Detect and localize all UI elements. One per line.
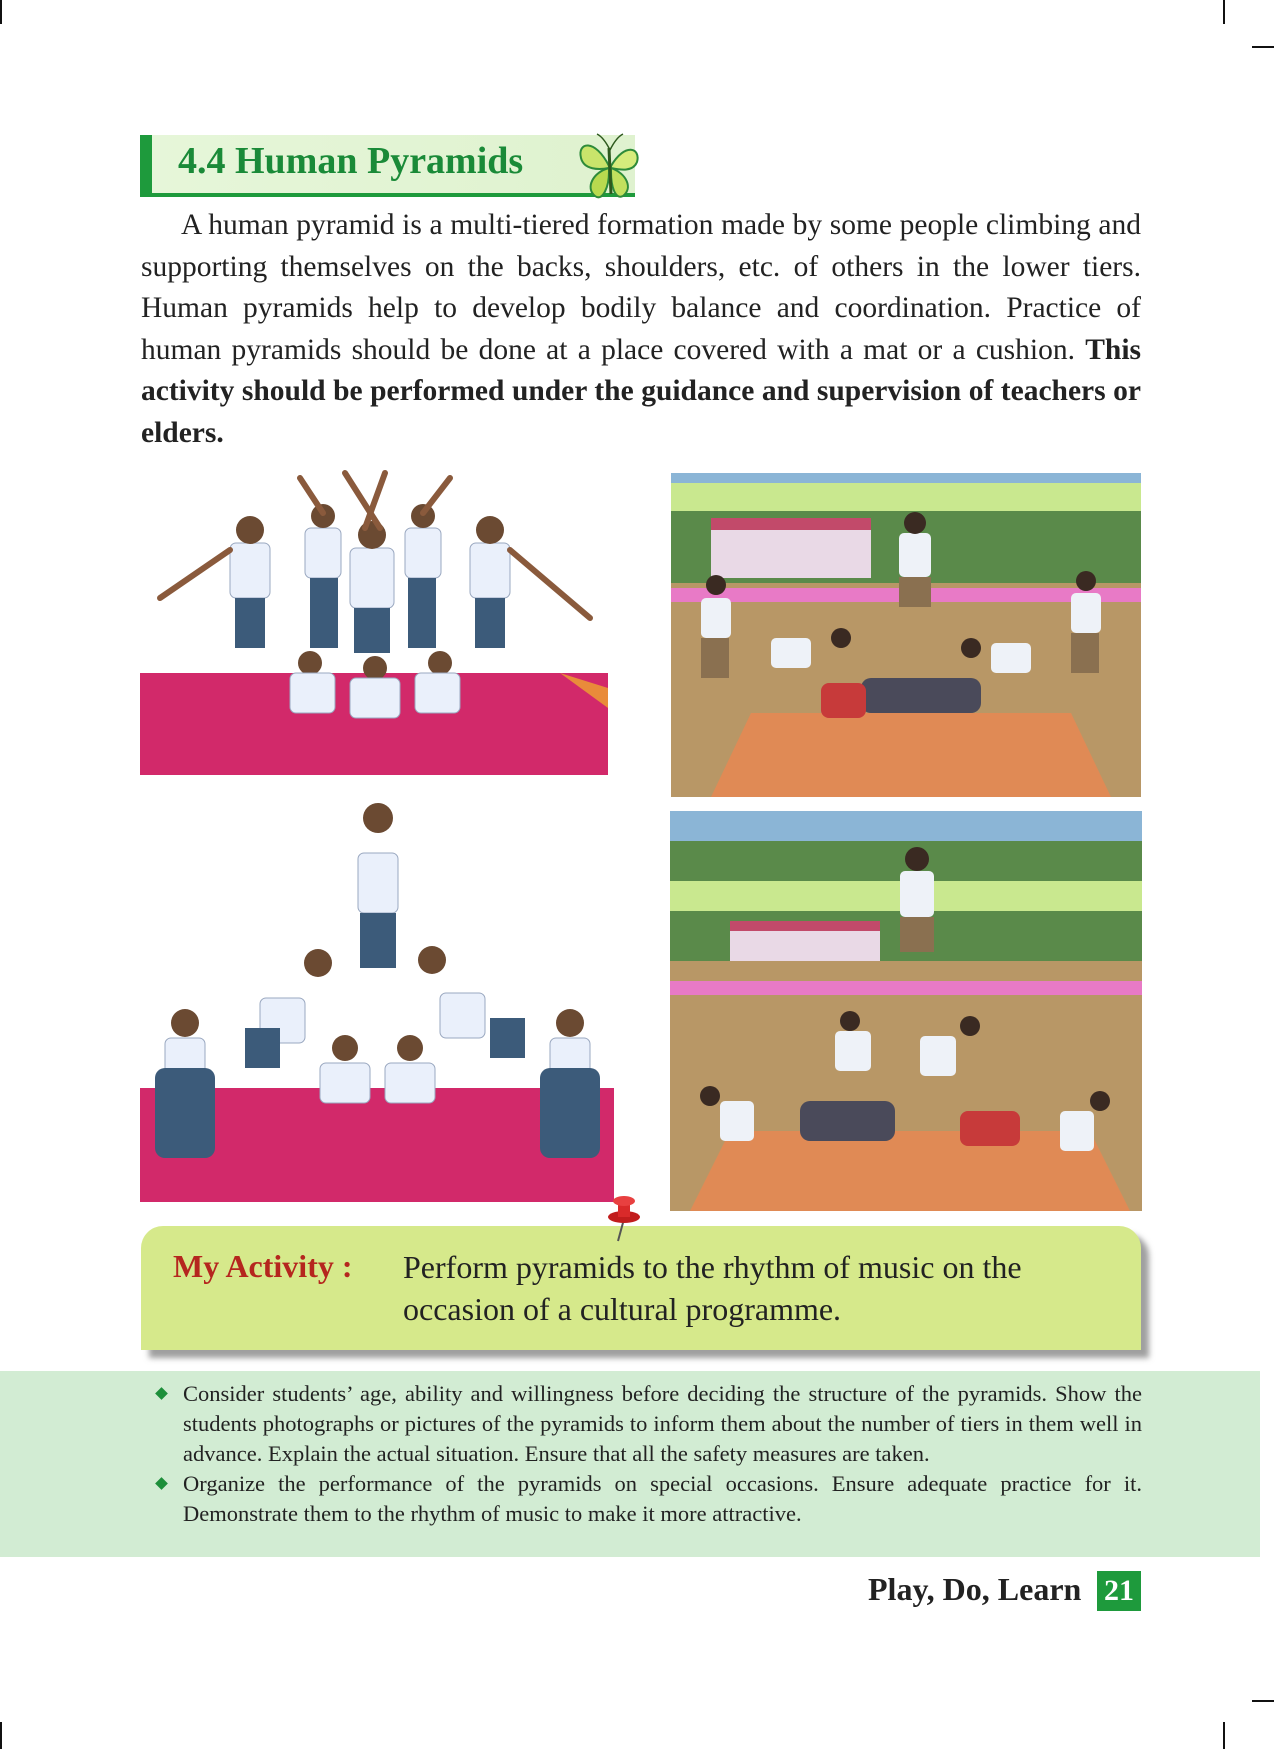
photo-pyramid-2	[671, 473, 1141, 797]
section-heading	[140, 135, 635, 197]
diamond-bullet-icon	[155, 1477, 168, 1490]
note-text: Consider students’ age, ability and willingness before deciding the structure of the pyramids. Show the students photographs or pictures of the pyramids to inform them about the number of tiers in them well in advance. Explain the actual situation. Ensure that all the safety measures are taken.	[183, 1381, 1142, 1466]
section-title: 4.4 Human Pyramids	[178, 140, 524, 182]
photo-pyramid-1	[140, 468, 608, 775]
teacher-notes	[0, 1371, 1260, 1557]
pushpin-icon	[604, 1193, 644, 1243]
crop-mark	[0, 1722, 2, 1749]
intro-bold-text: This activity should be performed under the guidance and supervision of teachers or elders.	[141, 333, 1141, 449]
activity-box	[141, 1226, 1141, 1350]
activity-text: Perform pyramids to the rhythm of music on the occasion of a cultural programme.	[403, 1249, 1022, 1327]
crop-mark	[1223, 0, 1225, 24]
diamond-bullet-icon	[155, 1387, 168, 1400]
note-text: Organize the performance of the pyramids on special occasions. Ensure adequate practice for it. Demonstrate them to the rhythm of music to make it more attractive.	[183, 1471, 1142, 1526]
activity-label: My Activity :	[173, 1248, 353, 1284]
photo-pyramid-4	[670, 811, 1142, 1211]
photo-pyramid-3	[140, 798, 614, 1202]
book-title: Play, Do, Learn	[868, 1571, 1082, 1607]
note-item	[150, 1469, 1142, 1529]
intro-text: A human pyramid is a multi-tiered formation made by some people climbing and supporting themselves on the backs, shoulders, etc. of others in the lower tiers. Human pyramids help to develop bodily balance and coordination. Practice of human pyramids should be done at a place covered with a mat or a cushion.	[141, 209, 1141, 366]
crop-mark	[0, 0, 2, 24]
crop-mark	[1223, 1722, 1225, 1749]
crop-mark	[1252, 1700, 1274, 1702]
note-item	[150, 1379, 1142, 1469]
page-number: 21	[1097, 1571, 1141, 1611]
butterfly-icon	[575, 128, 643, 204]
intro-paragraph	[141, 205, 1141, 454]
crop-mark	[1252, 46, 1274, 48]
